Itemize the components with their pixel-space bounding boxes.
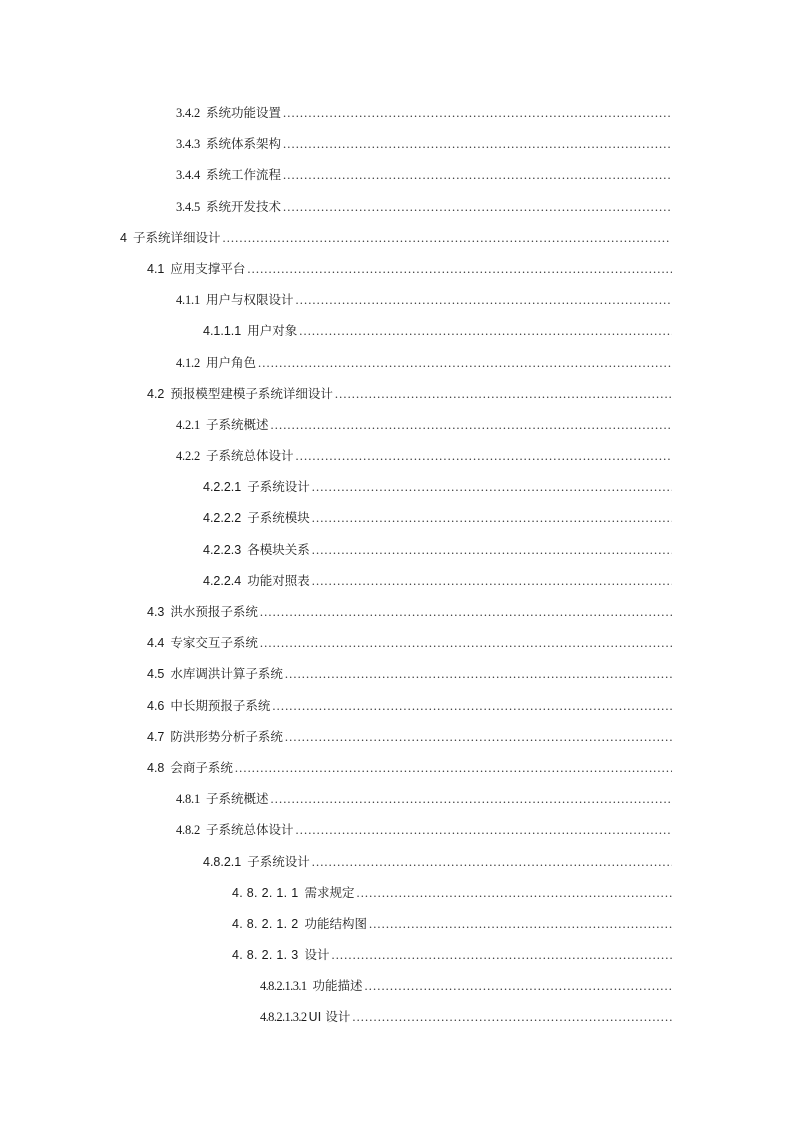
- dot-leader: [272, 696, 672, 716]
- toc-row: [0, 540, 793, 571]
- toc-row: [0, 696, 793, 727]
- toc-entry-4-2-2[interactable]: [176, 446, 672, 466]
- toc-row: [0, 945, 793, 976]
- toc-title: 子系统概述: [206, 791, 269, 807]
- toc-entry-4-2-2-3[interactable]: [203, 540, 672, 560]
- dot-leader: [285, 664, 672, 684]
- toc-number: 3.4.3: [176, 137, 201, 152]
- toc-number: 4.1.2: [176, 355, 201, 370]
- toc-title: 会商子系统: [170, 759, 233, 775]
- dot-leader: [312, 477, 672, 497]
- toc-number: 4.8.1: [176, 792, 201, 807]
- toc-title: 中长期预报子系统: [170, 697, 271, 713]
- toc-title: 系统开发技术: [206, 198, 282, 214]
- toc-title: 功能描述: [312, 978, 363, 994]
- toc-title: 洪水预报子系统: [170, 604, 258, 619]
- toc-row: [0, 477, 793, 508]
- toc-title: 水库调洪计算子系统: [170, 666, 283, 682]
- toc-title: 子系统总体设计: [206, 448, 294, 464]
- toc-row: [0, 508, 793, 539]
- toc-title: 预报模型建模子系统详细设计: [170, 385, 333, 401]
- toc-entry-4-2-2-2[interactable]: [203, 508, 672, 528]
- toc-number: 4.5: [147, 667, 165, 682]
- toc-row: [0, 571, 793, 602]
- toc-number: 3.4.5: [176, 199, 201, 214]
- toc-number: 4.4: [147, 636, 165, 651]
- toc-row: [0, 321, 793, 352]
- toc-title: 子系统详细设计: [132, 229, 221, 245]
- dot-leader: [352, 1007, 672, 1027]
- toc-title: 需求规定: [304, 884, 355, 900]
- dot-leader: [312, 540, 672, 560]
- toc-row: [0, 852, 793, 883]
- toc-row: [0, 103, 793, 134]
- toc-number: 4.8.2.1.3.1: [260, 979, 307, 994]
- toc-title: 专家交互子系统: [170, 635, 258, 651]
- dot-leader: [271, 415, 672, 435]
- dot-leader: [296, 290, 672, 310]
- toc-entry-4-6[interactable]: [147, 696, 672, 716]
- toc-row: [0, 883, 793, 914]
- toc-entry-4-1-2[interactable]: [176, 353, 672, 373]
- dot-leader: [369, 914, 672, 934]
- toc-entry-4-8-2[interactable]: [176, 820, 672, 840]
- toc-entry-4-2[interactable]: [147, 384, 672, 404]
- toc-entry-3-4-2[interactable]: [176, 103, 672, 123]
- dot-leader: [299, 321, 672, 341]
- toc-entry-4-8-2-1-3-1[interactable]: [260, 976, 672, 996]
- toc-entry-3-4-4[interactable]: [176, 165, 672, 185]
- toc-entry-4-8-2-1-3[interactable]: [232, 945, 672, 965]
- toc-number: 4.7: [147, 729, 165, 744]
- toc-title: 子系统总体设计: [206, 822, 294, 838]
- dot-leader: [283, 103, 672, 123]
- toc-number: 4. 8. 2. 1. 1: [232, 885, 299, 900]
- dot-leader: [235, 758, 672, 778]
- toc-number: 4.8.2.1.3.2: [260, 1010, 307, 1025]
- dot-leader: [283, 165, 672, 185]
- dot-leader: [312, 571, 672, 591]
- toc-row: [0, 290, 793, 321]
- toc-title: 系统功能设置: [206, 105, 282, 120]
- toc-entry-4-1-1-1[interactable]: [203, 321, 672, 341]
- toc-number: 4.8.2.1: [203, 854, 242, 869]
- toc-number: 3.4.2: [176, 106, 201, 120]
- toc-number: 4.2.1: [176, 417, 201, 432]
- toc-row: [0, 353, 793, 384]
- toc-title: 各模块关系: [247, 541, 310, 557]
- toc-row: [0, 664, 793, 695]
- dot-leader: [365, 976, 672, 996]
- dot-leader: [283, 197, 672, 217]
- toc-row: [0, 134, 793, 165]
- dot-leader: [247, 259, 672, 279]
- dot-leader: [296, 820, 672, 840]
- dot-leader: [331, 945, 672, 965]
- toc-title: 系统体系架构: [206, 136, 282, 152]
- dot-leader: [312, 852, 672, 872]
- toc-entry-4-3[interactable]: [147, 602, 672, 622]
- toc-title: 用户与权限设计: [206, 292, 294, 308]
- toc-title: 设计: [304, 947, 330, 963]
- toc-entry-3-4-5[interactable]: [176, 197, 672, 217]
- toc-row: [0, 727, 793, 758]
- toc-title: UI 设计: [308, 1009, 351, 1025]
- toc-title: 子系统概述: [206, 416, 269, 432]
- toc-entry-4-8[interactable]: [147, 758, 672, 778]
- dot-leader: [312, 508, 672, 528]
- toc-row: [0, 165, 793, 196]
- toc-title: 子系统设计: [247, 479, 310, 495]
- toc-entry-4-2-2-1[interactable]: [203, 477, 672, 497]
- toc-row: [0, 820, 793, 851]
- toc-title: 子系统模块: [247, 510, 310, 526]
- toc-number: 4.2: [147, 386, 165, 401]
- toc-number: 4.2.2.3: [203, 542, 242, 557]
- toc-row: [0, 259, 793, 290]
- toc-title: 用户对象: [247, 323, 298, 339]
- toc-number: 4.3: [147, 605, 165, 619]
- toc-row: [0, 914, 793, 945]
- toc-number: 4.1.1: [176, 293, 201, 308]
- toc-number: 4.8: [147, 760, 165, 775]
- toc-row: [0, 197, 793, 228]
- dot-leader: [258, 353, 672, 373]
- toc-entry-4-2-1[interactable]: [176, 415, 672, 435]
- toc-number: 4.2.2.1: [203, 480, 242, 495]
- toc-number: 4.1.1.1: [203, 324, 242, 339]
- toc-number: 4.6: [147, 698, 165, 713]
- toc-entry-4-1-1[interactable]: [176, 290, 672, 310]
- toc-row: [0, 976, 793, 1007]
- toc-entry-4-8-2-1-2[interactable]: [232, 914, 672, 934]
- toc-entry-4-7[interactable]: [147, 727, 672, 747]
- toc-row: [0, 633, 793, 664]
- dot-leader: [260, 602, 672, 622]
- toc-entry-4-8-2-1-3-2[interactable]: [260, 1007, 672, 1027]
- dot-leader: [335, 384, 672, 404]
- toc-entry-4-8-1[interactable]: [176, 789, 672, 809]
- dot-leader: [260, 633, 672, 653]
- toc-title: 功能结构图: [304, 915, 367, 931]
- toc-row: [0, 384, 793, 415]
- toc-entry-4-5[interactable]: [147, 664, 672, 684]
- toc-row: [0, 446, 793, 477]
- toc-row: [0, 602, 793, 633]
- dot-leader: [356, 883, 672, 903]
- toc-number: 4. 8. 2. 1. 2: [232, 916, 299, 931]
- toc-title: 用户角色: [206, 354, 257, 370]
- toc-row: [0, 228, 793, 259]
- toc-number: 4.8.2: [176, 823, 201, 838]
- toc-number: 4. 8. 2. 1. 3: [232, 948, 299, 963]
- toc-number: 4.2.2.4: [203, 573, 242, 588]
- toc-number: 4.2.2: [176, 449, 201, 464]
- toc-entry-4-8-2-1[interactable]: [203, 852, 672, 872]
- toc-title: 防洪形势分析子系统: [170, 728, 283, 744]
- toc-entry-4-2-2-4[interactable]: [203, 571, 672, 591]
- dot-leader: [285, 727, 672, 747]
- dot-leader: [222, 228, 670, 248]
- toc-title: 应用支撑平台: [170, 260, 246, 276]
- toc-row: [0, 789, 793, 820]
- toc-row: [0, 758, 793, 789]
- toc-number: 4: [120, 230, 127, 245]
- dot-leader: [271, 789, 672, 809]
- dot-leader: [296, 446, 672, 466]
- toc-title: 子系统设计: [247, 853, 310, 869]
- toc-number: 3.4.4: [176, 168, 201, 183]
- toc-title: 功能对照表: [247, 572, 310, 588]
- toc-entry-3-4-3[interactable]: [176, 134, 672, 154]
- toc-row: [0, 1007, 793, 1038]
- toc-entry-4[interactable]: [120, 228, 670, 248]
- toc-row: [0, 415, 793, 446]
- toc-number: 4.2.2.2: [203, 511, 242, 526]
- toc-entry-4-8-2-1-1[interactable]: [232, 883, 672, 903]
- toc-entry-4-4[interactable]: [147, 633, 672, 653]
- toc-number: 4.1: [147, 261, 165, 276]
- table-of-contents: [0, 103, 793, 1039]
- dot-leader: [283, 134, 672, 154]
- toc-entry-4-1[interactable]: [147, 259, 672, 279]
- toc-title: 系统工作流程: [206, 167, 282, 183]
